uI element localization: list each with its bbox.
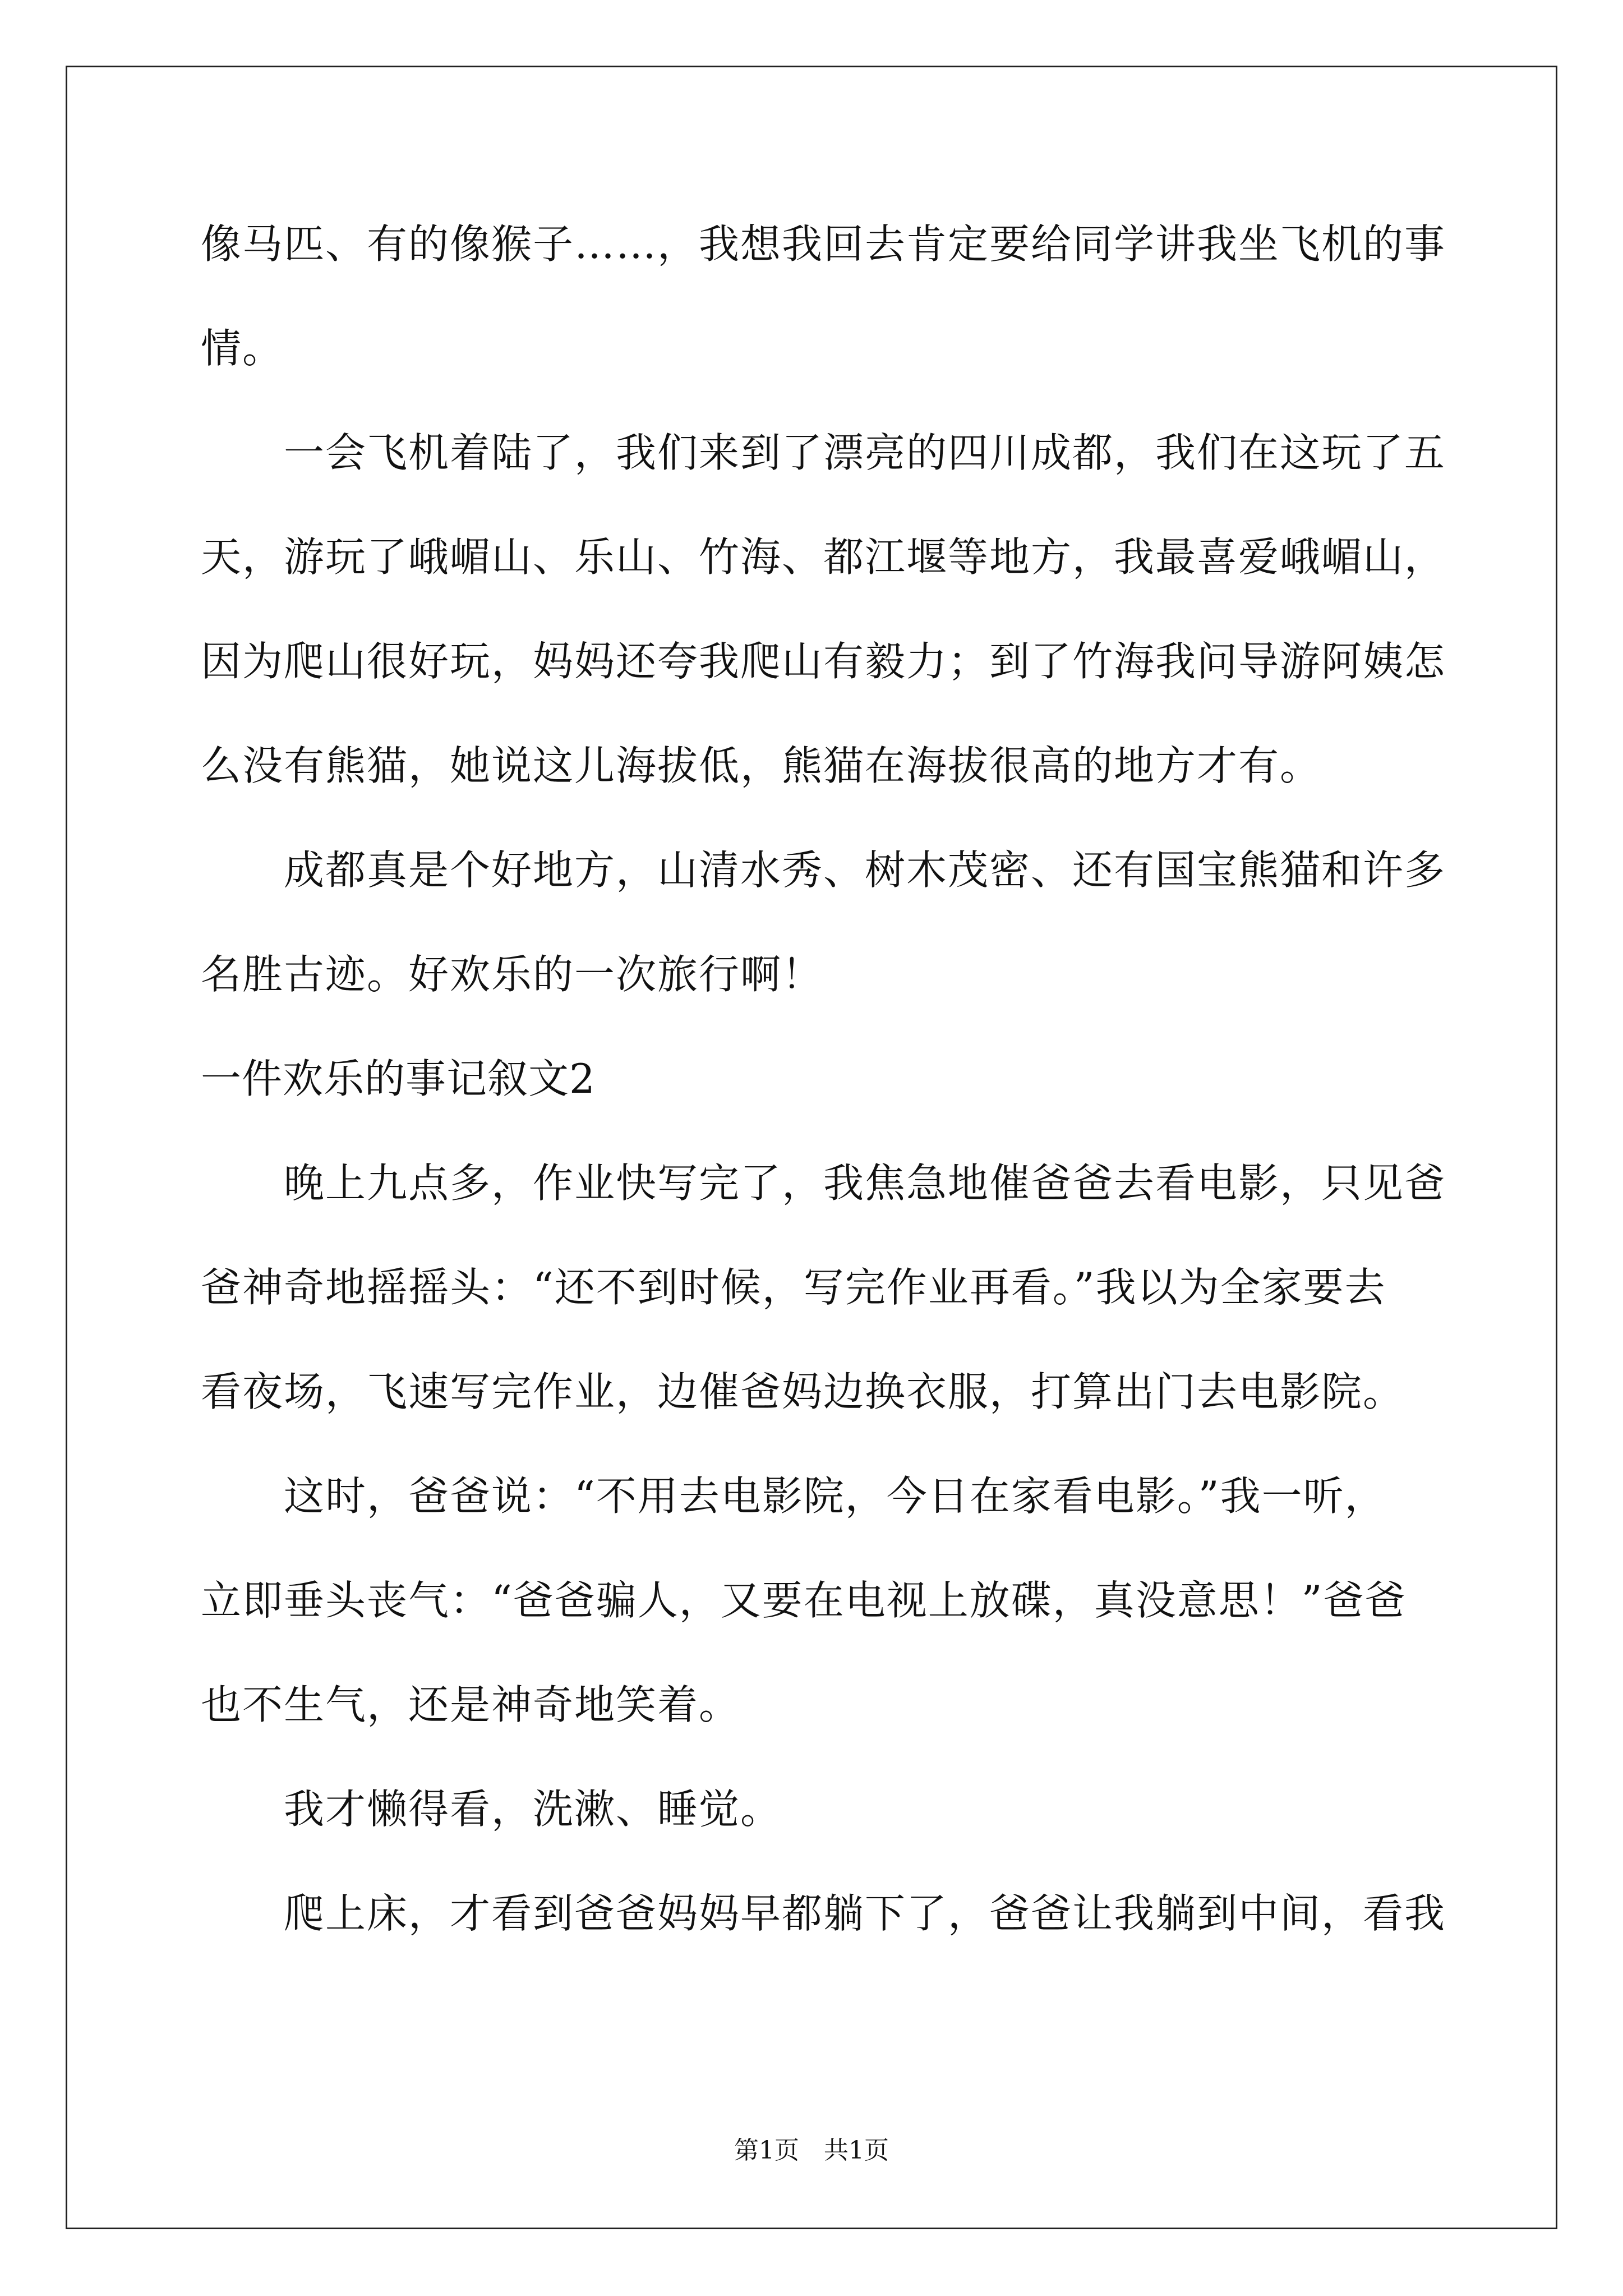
paragraph-line: 晚上九点多，作业快写完了，我焦急地催爸爸去看电影，只见爸 [284,1159,1446,1207]
paragraph-line: 像马匹、有的像猴子……，我想我回去肯定要给同学讲我坐飞机的事 [201,220,1446,268]
paragraph-line: 看夜场，飞速写完作业，边催爸妈边换衣服，打算出门去电影院。 [201,1368,1405,1415]
paragraph-line: 名胜古迹。好欢乐的一次旅行啊！ [201,951,824,998]
paragraph-line: 立即垂头丧气：“爸爸骗人，又要在电视上放碟，真没意思！”爸爸 [201,1577,1407,1624]
paragraph-line: 爸神奇地摇摇头：“还不到时候，写完作业再看。”我以为全家要去 [201,1264,1386,1311]
paragraph-line: 成都真是个好地方，山清水秀、树木茂密、还有国宝熊猫和许多 [284,846,1446,894]
paragraph-line: 这时，爸爸说：“不用去电影院，今日在家看电影。”我一听， [284,1473,1386,1520]
paragraph-line: 天，游玩了峨嵋山、乐山、竹海、都江堰等地方，我最喜爱峨嵋山， [201,533,1446,581]
paragraph-line: 我才懒得看，洗漱、睡觉。 [284,1786,782,1833]
paragraph-line: 么没有熊猫，她说这儿海拔低，熊猫在海拔很高的地方才有。 [201,742,1322,789]
page-number-current: 第1页 [734,2136,799,2165]
paragraph-line: 一会飞机着陆了，我们来到了漂亮的四川成都，我们在这玩了五 [284,429,1446,476]
paragraph-line: 情。 [201,325,284,372]
paragraph-line: 爬上床，才看到爸爸妈妈早都躺下了，爸爸让我躺到中间，看我 [284,1890,1446,1937]
paragraph-line: 也不生气，还是神奇地笑着。 [201,1681,741,1728]
document-body [201,192,1446,1966]
section-heading: 一件欢乐的事记叙文2 [201,1055,596,1102]
paragraph-line: 因为爬山很好玩，妈妈还夸我爬山有毅力；到了竹海我问导游阿姨怎 [201,638,1446,685]
page-footer [0,2134,1623,2168]
page-number-total: 共1页 [824,2136,889,2165]
